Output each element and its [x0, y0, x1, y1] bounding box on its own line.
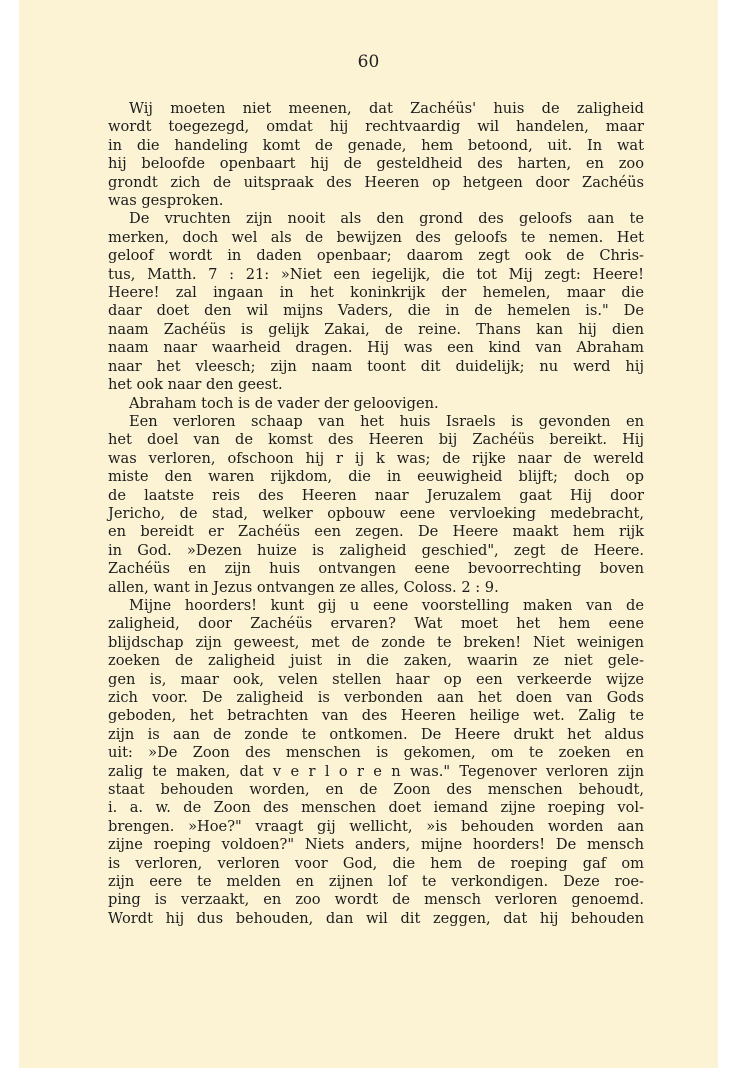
text-line: in God. »Dezen huize is zaligheid geschied", zegt de Heere. [108, 541, 644, 559]
text-line: was verloren, ofschoon hij r ij k was; de rijke naar de wereld [108, 449, 644, 467]
text-line: ping is verzaakt, en zoo wordt de mensch verloren genoemd. [108, 891, 644, 909]
text-line: het doel van de komst des Heeren bij Zachéüs bereikt. Hij [108, 431, 644, 449]
text-line: zich voor. De zaligheid is verbonden aan het doen van Gods [108, 689, 644, 706]
text-line: De vruchten zijn nooit als den grond des geloofs aan te [129, 210, 644, 228]
text-line: miste den waren rijkdom, die in eeuwigheid blijft; doch op [108, 468, 644, 486]
text-line: was gesproken. [108, 192, 224, 210]
text-line: wordt toegezegd, omdat hij rechtvaardig wil handelen, maar [108, 118, 644, 136]
text-line: hij beloofde openbaart hij de gesteldheid des harten, en zoo [108, 155, 644, 173]
text-line: Wij moeten niet meenen, dat Zachéüs' huis de zaligheid [129, 100, 644, 117]
text-line: Abraham toch is de vader der geloovigen. [129, 394, 439, 412]
text-line: merken, doch wel als de bewijzen des geloofs te nemen. Het [108, 228, 644, 246]
text-line: het ook naar den geest. [108, 376, 283, 394]
paragraph [108, 413, 644, 597]
text-line: zijn is aan de zonde te ontkomen. De Heere drukt het aldus [108, 725, 644, 743]
paragraph [108, 210, 644, 394]
text-line: i. a. w. de Zoon des menschen doet iemand zijne roeping vol- [108, 799, 644, 817]
text-line: Heere! zal ingaan in het koninkrijk der hemelen, maar die [108, 284, 644, 302]
text-line: zijn eere te melden en zijnen lof te verkondigen. Deze roe- [108, 873, 644, 891]
text-line: Mijne hoorders! kunt gij u eene voorstelling maken van de [129, 596, 644, 614]
paragraph [108, 597, 644, 928]
text-line: grondt zich de uitspraak des Heeren op hetgeen door Zachéüs [108, 173, 644, 191]
text-line: geboden, het betrachten van des Heeren heilige wet. Zalig te [108, 707, 644, 725]
text-line: zijne roeping voldoen?" Niets anders, mijne hoorders! De mensch [108, 836, 644, 854]
text-line: naar het vleesch; zijn naam toont dit duidelijk; nu werd hij [108, 357, 644, 375]
text-line: geloof wordt in daden openbaar; daarom zegt ook de Chris- [108, 247, 644, 265]
text-line: de laatste reis des Heeren naar Jeruzalem gaat Hij door [108, 486, 644, 504]
text-line: in die handeling komt de genade, hem betoond, uit. In wat [108, 136, 644, 154]
text-line: blijdschap zijn geweest, met de zonde te breken! Niet weinigen [108, 633, 644, 651]
text-line: staat behouden worden, en de Zoon des menschen behoudt, [108, 781, 644, 799]
book-page [19, 0, 718, 1068]
paragraph [108, 100, 644, 210]
text-line: naam naar waarheid dragen. Hij was een kind van Abraham [108, 339, 644, 357]
text-line: Wordt hij dus behouden, dan wil dit zeggen, dat hij behouden [108, 909, 644, 927]
paragraph [108, 395, 644, 413]
text-line: zaligheid, door Zachéüs ervaren? Wat moet het hem eene [108, 615, 644, 633]
text-line: zoeken de zaligheid juist in die zaken, waarin ze niet gele- [108, 652, 644, 670]
text-line: brengen. »Hoe?" vraagt gij wellicht, »is behouden worden aan [108, 817, 644, 835]
text-line: daar doet den wil mijns Vaders, die in de hemelen is." De [108, 302, 644, 320]
text-line: naam Zachéüs is gelijk Zakai, de reine. Thans kan hij dien [108, 320, 644, 338]
text-line: Jericho, de stad, welker opbouw eene vervloeking medebracht, [108, 504, 644, 522]
text-line: is verloren, verloren voor God, die hem de roeping gaf om [108, 854, 644, 872]
text-line: uit: »De Zoon des menschen is gekomen, om te zoeken en [108, 744, 644, 762]
text-line: gen is, maar ook, velen stellen haar op een verkeerde wijze [108, 670, 644, 688]
text-line: en bereidt er Zachéüs een zegen. De Heere maakt hem rijk [108, 523, 644, 541]
text-line: Een verloren schaap van het huis Israels is gevonden en [129, 412, 644, 430]
text-line: Zachéüs en zijn huis ontvangen eene bevoorrechting boven [108, 560, 644, 578]
text-line: allen, want in Jezus ontvangen ze alles, Coloss. 2 : 9. [108, 578, 499, 596]
text-line: zalig te maken, dat v e r l o r e n was." Tegenover verloren zijn [108, 762, 644, 780]
text-line: tus, Matth. 7 : 21: »Niet een iegelijk, die tot Mij zegt: Heere! [108, 265, 644, 283]
body-text [108, 100, 644, 928]
page-number: 60 [357, 52, 380, 72]
